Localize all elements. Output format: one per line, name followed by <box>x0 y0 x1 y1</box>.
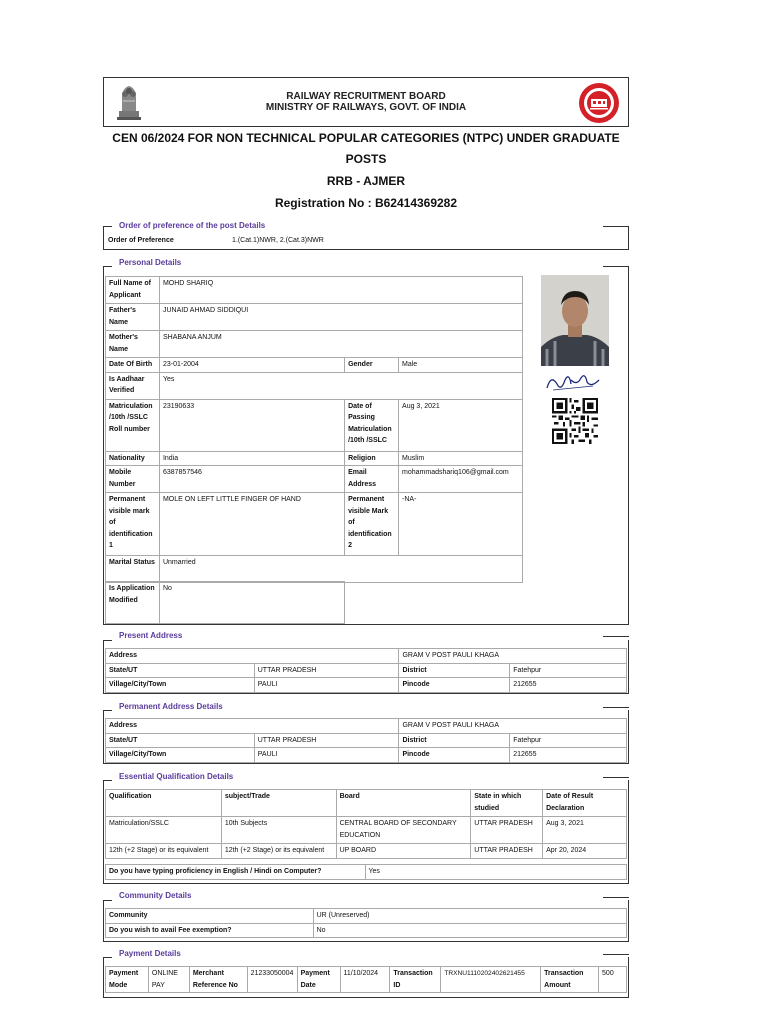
result-date-header: Date of Result Declaration <box>543 790 627 817</box>
fee-exemption-label: Do you wish to avail Fee exemption? <box>106 923 314 938</box>
community-label: Community <box>106 909 314 924</box>
district-label: District <box>399 733 510 748</box>
address-label: Address <box>106 649 399 664</box>
table-row <box>106 748 627 763</box>
header-ministry: MINISTRY OF RAILWAYS, GOVT. OF INDIA <box>265 102 467 113</box>
personal-section-title: Personal Details <box>119 258 182 267</box>
pincode-value: 212655 <box>510 748 627 763</box>
district-value: Fatehpur <box>510 733 627 748</box>
village-value: PAULI <box>254 748 399 763</box>
address-value: GRAM V POST PAULI KHAGA <box>399 649 627 664</box>
payment-mode-label: Payment Mode <box>106 967 149 993</box>
mother-name-label: Mother's Name <box>106 331 160 358</box>
table-row <box>106 719 627 734</box>
result-date-cell: Apr 20, 2024 <box>543 844 627 859</box>
village-label: Village/City/Town <box>106 678 255 693</box>
typing-label: Do you have typing proficiency in English / Hindi on Computer? <box>106 865 366 880</box>
full-name-value: MOHD SHARIQ <box>159 277 522 304</box>
community-section-title: Community Details <box>119 891 192 900</box>
qr-code-icon <box>551 398 599 444</box>
subject-cell: 10th Subjects <box>221 817 336 844</box>
preference-section-title: Order of preference of the post Details <box>119 221 266 230</box>
state-label: State/UT <box>106 733 255 748</box>
full-name-label: Full Name of Applicant <box>106 277 160 304</box>
table-row <box>106 556 523 583</box>
dob-value: 23-01-2004 <box>159 358 344 373</box>
typing-table <box>105 864 627 880</box>
aadhaar-label: Is Aadhaar Verified <box>106 372 160 399</box>
state-studied-cell: UTTAR PRADESH <box>471 817 543 844</box>
mobile-label: Mobile Number <box>106 466 160 493</box>
section-rule <box>603 636 629 637</box>
village-label: Village/City/Town <box>106 748 255 763</box>
section-rule <box>603 954 629 955</box>
table-row <box>106 451 523 466</box>
passing-date-value: Aug 3, 2021 <box>399 399 523 451</box>
merchant-ref-label: Merchant Reference No <box>189 967 247 993</box>
table-row <box>106 399 523 451</box>
applicant-photo <box>541 275 609 366</box>
section-rule <box>603 897 629 898</box>
payment-date-label: Payment Date <box>297 967 340 993</box>
personal-table <box>105 276 523 583</box>
table-row <box>106 678 627 693</box>
table-row <box>106 582 345 624</box>
mark2-label: Permanent visible Mark of identification 2 <box>345 493 399 556</box>
marital-value: Unmarried <box>159 556 522 583</box>
dob-label: Date Of Birth <box>106 358 160 373</box>
modified-label: Is Application Modified <box>106 582 160 624</box>
transaction-id-label: Transaction ID <box>390 967 441 993</box>
community-value: UR (Unreserved) <box>313 909 626 924</box>
transaction-amount-value: 500 <box>599 967 627 993</box>
mark2-value: -NA- <box>399 493 523 556</box>
state-value: UTTAR PRADESH <box>254 663 399 678</box>
qualification-header: Qualification <box>106 790 222 817</box>
rrb-name: RRB - AJMER <box>326 174 406 188</box>
table-row <box>106 844 627 859</box>
mother-name-value: SHABANA ANJUM <box>159 331 522 358</box>
aadhaar-value: Yes <box>159 372 522 399</box>
result-date-cell: Aug 3, 2021 <box>543 817 627 844</box>
section-rule <box>603 777 629 778</box>
district-value: Fatehpur <box>510 663 627 678</box>
table-row <box>106 817 627 844</box>
permanent-address-table <box>105 718 627 763</box>
religion-label: Religion <box>345 451 399 466</box>
payment-mode-value: ONLINE PAY <box>148 967 189 993</box>
table-row <box>106 649 627 664</box>
state-value: UTTAR PRADESH <box>254 733 399 748</box>
roll-number-value: 23190633 <box>159 399 344 451</box>
state-studied-cell: UTTAR PRADESH <box>471 844 543 859</box>
document-header <box>103 77 629 127</box>
gender-label: Gender <box>345 358 399 373</box>
section-rule <box>603 707 629 708</box>
cen-title-line1: CEN 06/2024 FOR NON TECHNICAL POPULAR CATEGORIES (NTPC) UNDER GRADUATE <box>112 131 620 145</box>
state-label: State/UT <box>106 663 255 678</box>
subject-header: subject/Trade <box>221 790 336 817</box>
roll-number-label: Matriculation /10th /SSLC Roll number <box>106 399 160 451</box>
qualification-section-title: Essential Qualification Details <box>119 772 234 781</box>
religion-value: Muslim <box>399 451 523 466</box>
indian-railways-logo-icon <box>578 82 620 124</box>
preference-value: 1.(Cat.1)NWR, 2.(Cat.3)NWR <box>232 237 324 244</box>
header-board: RAILWAY RECRUITMENT BOARD <box>286 91 446 102</box>
applicant-photo-image <box>541 275 609 366</box>
qualification-table <box>105 789 627 859</box>
table-row <box>106 493 523 556</box>
board-cell: CENTRAL BOARD OF SECONDARY EDUCATION <box>336 817 471 844</box>
preference-section <box>103 226 629 250</box>
qualification-cell: Matriculation/SSLC <box>106 817 222 844</box>
transaction-amount-label: Transaction Amount <box>541 967 599 993</box>
nationality-value: India <box>159 451 344 466</box>
district-label: District <box>399 663 510 678</box>
qualification-cell: 12th (+2 Stage) or its equivalent <box>106 844 222 859</box>
mark1-value: MOLE ON LEFT LITTLE FINGER OF HAND <box>159 493 344 556</box>
passing-date-label: Date of Passing Matriculation /10th /SSLC <box>345 399 399 451</box>
preference-label: Order of Preference <box>108 237 174 244</box>
table-row <box>106 790 627 817</box>
table-row <box>106 372 523 399</box>
mobile-value: 6387857546 <box>159 466 344 493</box>
fee-exemption-value: No <box>313 923 626 938</box>
marital-label: Marital Status <box>106 556 160 583</box>
table-row <box>106 331 523 358</box>
table-row <box>106 358 523 373</box>
cen-title-line2: POSTS <box>345 152 387 166</box>
father-name-label: Father's Name <box>106 304 160 331</box>
merchant-ref-value: 21233050004 <box>247 967 297 993</box>
subject-cell: 12th (+2 Stage) or its equivalent <box>221 844 336 859</box>
payment-table <box>105 966 627 993</box>
village-value: PAULI <box>254 678 399 693</box>
table-row <box>106 909 627 924</box>
table-row <box>106 663 627 678</box>
state-studied-header: State in which studied <box>471 790 543 817</box>
payment-date-value: 11/10/2024 <box>340 967 390 993</box>
table-row <box>106 304 523 331</box>
present-address-section-title: Present Address <box>119 631 183 640</box>
table-row <box>106 865 627 880</box>
pincode-label: Pincode <box>399 748 510 763</box>
payment-section-title: Payment Details <box>119 949 181 958</box>
email-value: mohammadshariq106@gmail.com <box>399 466 523 493</box>
header-text <box>104 91 628 113</box>
email-label: Email Address <box>345 466 399 493</box>
gender-value: Male <box>399 358 523 373</box>
typing-value: Yes <box>365 865 626 880</box>
mark1-label: Permanent visible mark of identification 1 <box>106 493 160 556</box>
community-table <box>105 908 627 938</box>
table-row <box>106 466 523 493</box>
address-value: GRAM V POST PAULI KHAGA <box>399 719 627 734</box>
registration-number: Registration No : B62414369282 <box>274 196 458 210</box>
pincode-label: Pincode <box>399 678 510 693</box>
table-row <box>106 923 627 938</box>
father-name-value: JUNAID AHMAD SIDDIQUI <box>159 304 522 331</box>
applicant-signature <box>541 370 609 394</box>
pincode-value: 212655 <box>510 678 627 693</box>
present-address-table <box>105 648 627 693</box>
table-row <box>106 967 627 993</box>
application-modified-table <box>105 581 345 624</box>
board-header: Board <box>336 790 471 817</box>
board-cell: UP BOARD <box>336 844 471 859</box>
nationality-label: Nationality <box>106 451 160 466</box>
table-row <box>106 733 627 748</box>
transaction-id-value: TRXNU1110202402621455 <box>441 967 541 993</box>
address-label: Address <box>106 719 399 734</box>
table-row <box>106 277 523 304</box>
modified-value: No <box>159 582 344 624</box>
permanent-address-section-title: Permanent Address Details <box>119 702 223 711</box>
